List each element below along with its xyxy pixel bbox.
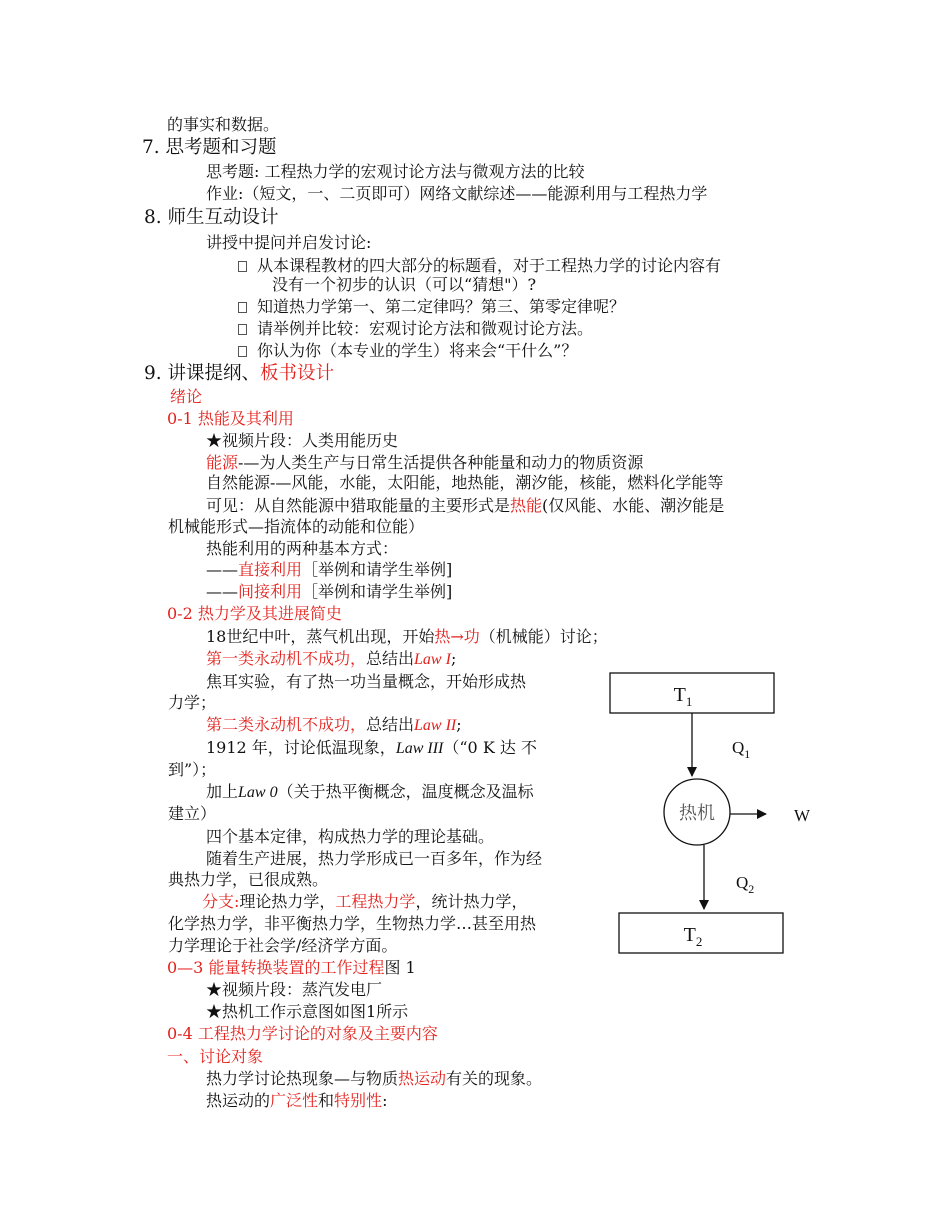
heading-text: 9. 讲课提纲、 (144, 363, 261, 384)
bullet-item (238, 340, 577, 362)
bullet-text: 从本课程教材的四大部分的标题看，对于工程热力学的讨论内容有 (257, 256, 722, 275)
text: 热运动的 (206, 1091, 271, 1110)
bullet-box-icon (238, 346, 247, 357)
text-line: 力学理论于社会学/经济学方面。 (168, 936, 398, 955)
figure-ref: 图 1 (384, 958, 416, 977)
text: —— (206, 582, 238, 601)
text: 加上 (206, 782, 239, 801)
heading-highlight: 板书设计 (260, 363, 335, 384)
text-line: 的事实和数据。 (167, 115, 280, 134)
text-line (206, 559, 452, 581)
text: ，统计热力学， (415, 892, 528, 911)
subheading: 0-2 热力学及其进展简史 (167, 604, 342, 623)
text-line: 四个基本定律，构成热力学的理论基础。 (206, 827, 495, 846)
text-line: 典热力学，已很成熟。 (168, 870, 329, 889)
term: 工程热力学 (335, 892, 416, 911)
term: 第一类永动机不成功， (206, 649, 367, 668)
text-line (206, 495, 724, 517)
bullet-text: 知道热力学第一、第二定律吗？第三、第零定律呢？ (257, 297, 626, 316)
text: （“0 K 达 不 (443, 738, 537, 757)
subheading (167, 957, 416, 979)
text-line (202, 891, 527, 913)
work-label: W (794, 806, 811, 825)
heat-out-label: $Q_2$ (736, 873, 755, 896)
text: ［举例和请学生举例] (302, 560, 453, 579)
term: 第二类永动机不成功， (206, 715, 367, 734)
text-line: ★视频片段：蒸汽发电厂 (206, 980, 383, 999)
text-line: ★视频片段：人类用能历史 (206, 431, 399, 450)
text: 总结出 (366, 715, 415, 734)
bullet-text: 请举例并比较：宏观讨论方法和微观讨论方法。 (257, 319, 594, 338)
bullet-box-icon (238, 261, 247, 272)
text: 和 (318, 1091, 335, 1110)
heat-engine-label: 热机 (679, 803, 715, 823)
text: (仅风能、水能、潮汐能是 (542, 496, 725, 515)
term: 热→功 (434, 627, 480, 646)
text: 理论热力学， (239, 892, 336, 911)
text-line (206, 452, 643, 474)
subheading: 0-4 工程热力学讨论的对象及主要内容 (167, 1024, 438, 1043)
term: 直接利用 (238, 560, 303, 579)
text-line: 机械能形式—指流体的动能和位能） (168, 517, 425, 536)
section-heading-7: 7. 思考题和习题 (142, 137, 277, 158)
text-line: 自然能源-—风能，水能，太阳能，地热能，潮汐能，核能，燃料化学能等 (206, 473, 724, 492)
text-line (206, 1068, 542, 1090)
text-line (206, 1090, 387, 1112)
bullet-item (238, 296, 625, 318)
section-heading-9 (144, 362, 334, 386)
text: : (382, 1091, 388, 1110)
text-line (206, 714, 462, 737)
bullet-box-icon (238, 324, 247, 335)
text: 总结出 (366, 649, 415, 668)
subheading: 一、讨论对象 (167, 1047, 264, 1066)
text-line: 建立） (168, 804, 217, 823)
text: 热力学讨论热现象—与物质 (206, 1069, 399, 1088)
section-heading-8: 8. 师生互动设计 (144, 207, 279, 228)
text-line: 化学热力学，非平衡热力学，生物热力学…甚至用热 (168, 914, 537, 933)
text-line: 焦耳实验，有了热一功当量概念，开始形成热 (206, 672, 527, 691)
term: 特别性 (334, 1091, 383, 1110)
text: -—为人类生产与日常生活提供各种能量和动力的物质资源 (238, 453, 644, 472)
text: 有关的现象。 (446, 1069, 543, 1088)
heat-in-label: $Q_1$ (732, 738, 751, 761)
text: ; (450, 649, 457, 668)
subheading: 0-1 热能及其利用 (167, 409, 294, 428)
text-line (206, 626, 608, 648)
text: 可见：从自然能源中猎取能量的主要形式是 (206, 496, 511, 515)
text: （机械能）讨论； (479, 627, 608, 646)
law-term: Law II (414, 717, 457, 734)
term: 热运动 (398, 1069, 447, 1088)
text-line: 到”）； (168, 760, 217, 779)
text: 18世纪中叶，蒸气机出现，开始 (206, 627, 435, 646)
term: 分支: (202, 892, 240, 911)
cold-reservoir-label: $T_2$ (683, 924, 703, 949)
text-line: 随着生产进展，热力学形成已一百多年，作为经 (206, 849, 543, 868)
law-term: Law 0 (238, 784, 278, 801)
text: （关于热平衡概念，温度概念及温标 (277, 782, 534, 801)
text: ; (456, 715, 462, 734)
text: —— (206, 560, 238, 579)
text-line: 作业:（短文，一、二页即可）网络文献综述——能源利用与工程热力学 (206, 184, 708, 203)
term: 广泛性 (270, 1091, 319, 1110)
heat-engine-diagram (600, 665, 830, 965)
bullet-text: 你认为你（本专业的学生）将来会“干什么”？ (257, 341, 578, 360)
text-line: 热能利用的两种基本方式： (206, 539, 399, 558)
text-line: 思考题: 工程热力学的宏观讨论方法与微观方法的比较 (206, 162, 585, 181)
hot-reservoir-label: $T_1$ (673, 684, 693, 709)
heading-text: 0—3 能量转换装置的工作过程 (167, 958, 385, 977)
bullet-item (238, 318, 593, 340)
text-line: 讲授中提问并启发讨论: (206, 233, 372, 252)
bullet-box-icon (238, 302, 247, 313)
text-line: 没有一个初步的认识（可以“猜想"）? (272, 275, 537, 294)
term: 能源 (206, 453, 239, 472)
text-line (206, 648, 456, 671)
text-line: 力学； (168, 693, 217, 712)
law-term: Law I (414, 651, 451, 668)
text: 1912 年，讨论低温现象， (206, 738, 396, 757)
law-term: Law III (395, 740, 444, 757)
text: ［举例和请学生举例] (302, 582, 453, 601)
term: 热能 (510, 496, 543, 515)
text-line (206, 781, 534, 804)
text-line (206, 581, 452, 603)
term: 间接利用 (238, 582, 303, 601)
text-line: ★热机工作示意图如图1所示 (206, 1002, 409, 1021)
subheading: 绪论 (170, 387, 203, 406)
text-line (206, 737, 537, 760)
